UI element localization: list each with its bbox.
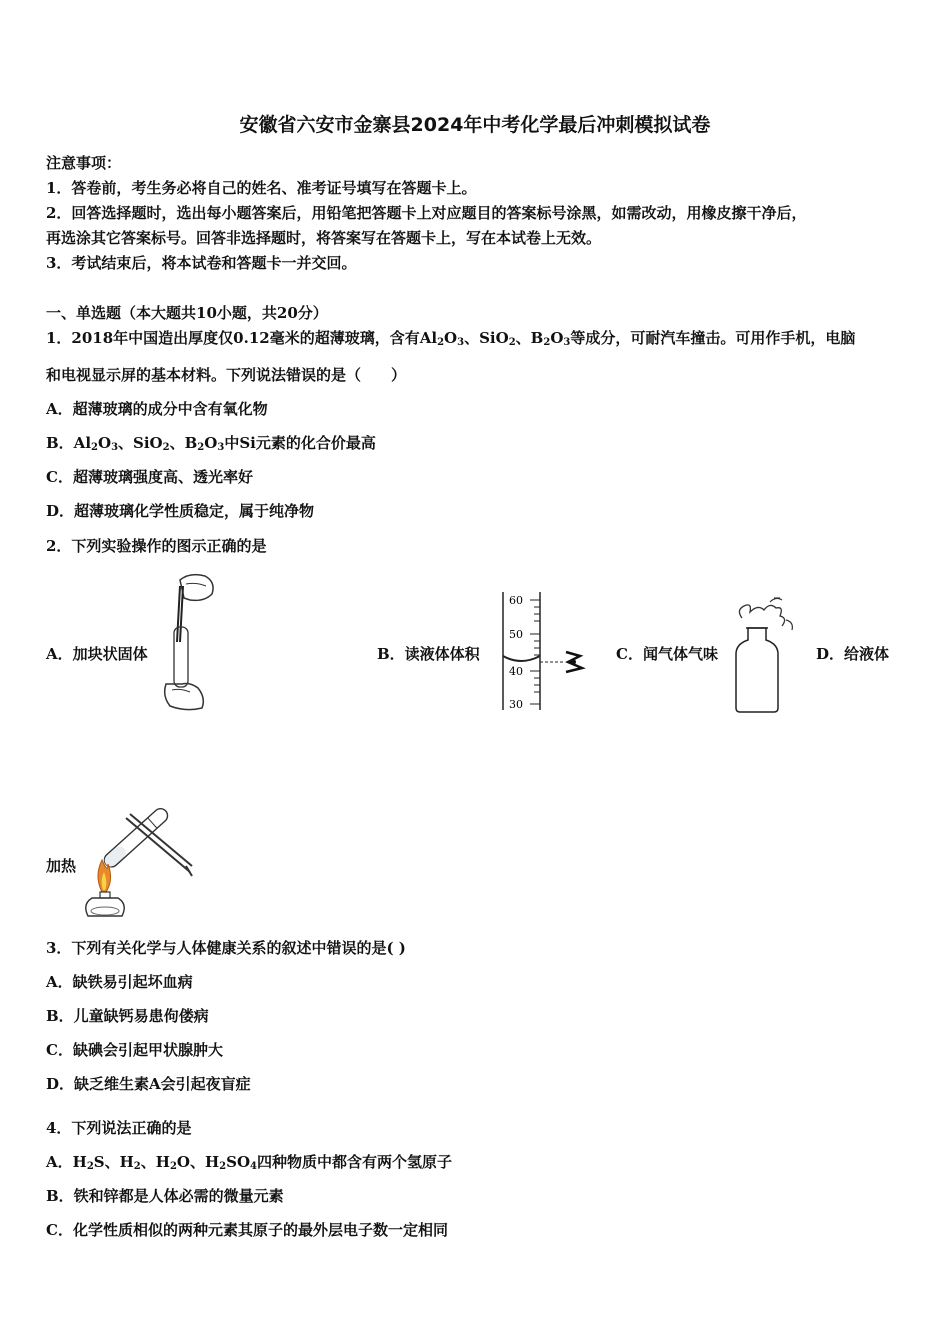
q3-option-b: B．儿童缺钙易患佝偻病 — [46, 1007, 209, 1025]
q4-option-c: C．化学性质相似的两种元素其原子的最外层电子数一定相同 — [46, 1221, 448, 1239]
subscript: 2 — [437, 337, 445, 348]
q2-stem: 2．下列实验操作的图示正确的是 — [46, 537, 267, 555]
q3-option-a: A．缺铁易引起坏血病 — [46, 973, 193, 991]
subscript: 2 — [91, 442, 98, 453]
q4-option-b: B．铁和锌都是人体必需的微量元素 — [46, 1187, 284, 1205]
subscript: 4 — [250, 1161, 258, 1172]
q3-option-c: C．缺碘会引起甲状腺肿大 — [46, 1041, 223, 1059]
subscript: 3 — [111, 442, 119, 453]
q4-option-a-text: O、H — [176, 1153, 220, 1171]
subscript: 2 — [169, 1161, 177, 1172]
figure-heating-liquid — [78, 800, 196, 920]
subscript: 2 — [508, 337, 516, 348]
subscript: 2 — [543, 337, 551, 348]
q1-option-d: D．超薄玻璃化学性质稳定，属于纯净物 — [46, 502, 315, 520]
q4-option-a-text: SO — [226, 1153, 251, 1171]
cylinder-tick-40: 40 — [509, 665, 523, 678]
subscript: 2 — [197, 442, 205, 453]
q1-option-b-text: 、B — [169, 434, 198, 452]
figure-gas-bottle — [730, 596, 798, 714]
subscript: 2 — [86, 1161, 94, 1172]
figure-graduated-cylinder — [498, 590, 592, 715]
q1-stem-text: O — [444, 329, 458, 347]
subscript: 3 — [563, 337, 571, 348]
page-title: 安徽省六安市金寨县2024年中考化学最后冲刺模拟试卷 — [239, 114, 711, 136]
subscript: 2 — [162, 442, 170, 453]
q2-option-d-cont: 加热 — [46, 857, 77, 875]
subscript: 2 — [133, 1161, 141, 1172]
q1-stem-line2: 和电视显示屏的基本材料。下列说法错误的是（ ） — [46, 366, 407, 384]
q1-option-b-text: B．Al — [46, 434, 92, 452]
q1-option-b-text: 、SiO — [118, 434, 163, 452]
q1-option-b — [46, 432, 376, 453]
q3-stem: 3．下列有关化学与人体健康关系的叙述中错误的是( ) — [46, 939, 406, 957]
subscript: 2 — [219, 1161, 227, 1172]
q1-stem — [46, 327, 855, 348]
q1-option-b-text: O — [204, 434, 218, 452]
subscript: 3 — [217, 442, 225, 453]
q2-option-a: A．加块状固体 — [46, 645, 148, 663]
q4-option-a-text: S、H — [93, 1153, 134, 1171]
section-heading: 一、单选题（本大题共10小题，共20分） — [46, 304, 328, 322]
q1-stem-text: O — [550, 329, 564, 347]
q1-option-b-text: O — [97, 434, 112, 452]
q1-stem-text: 等成分，可耐汽车撞击。可用作手机，电脑 — [570, 329, 856, 347]
q1-stem-text: 1．2018年中国造出厚度仅0.12毫米的超薄玻璃，含有Al — [46, 329, 438, 347]
figure-add-solid — [160, 572, 220, 712]
q4-option-a-text: 四种物质中都含有两个氢原子 — [257, 1153, 453, 1171]
q4-option-a — [46, 1151, 452, 1172]
q3-option-d: D．缺乏维生素A会引起夜盲症 — [46, 1075, 251, 1093]
notes-item-2-cont: 再选涂其它答案标号。回答非选择题时，将答案写在答题卡上，写在本试卷上无效。 — [46, 229, 602, 247]
subscript: 3 — [457, 337, 465, 348]
q1-option-c: C．超薄玻璃强度高、透光率好 — [46, 468, 253, 486]
q2-option-d: D．给液体 — [816, 645, 890, 663]
cylinder-tick-60: 60 — [509, 594, 523, 607]
q2-option-c: C．闻气体气味 — [616, 645, 718, 663]
q1-option-a: A．超薄玻璃的成分中含有氧化物 — [46, 400, 268, 418]
notes-heading: 注意事项： — [46, 154, 122, 172]
notes-item-1: 1．答卷前，考生务必将自己的姓名、准考证号填写在答题卡上。 — [46, 179, 477, 197]
q1-option-b-text: 中Si元素的化合价最高 — [224, 434, 376, 452]
cylinder-tick-50: 50 — [509, 628, 523, 641]
q1-stem-text: 、B — [515, 329, 544, 347]
q4-option-a-text: 、H — [140, 1153, 170, 1171]
notes-item-3: 3．考试结束后，将本试卷和答题卡一并交回。 — [46, 254, 357, 272]
q4-stem: 4．下列说法正确的是 — [46, 1119, 192, 1137]
q4-option-a-text: A．H — [46, 1153, 87, 1171]
cylinder-tick-30: 30 — [509, 698, 523, 711]
notes-item-2: 2．回答选择题时，选出每小题答案后，用铅笔把答题卡上对应题目的答案标号涂黑，如需改动，用橡皮擦干净后， — [46, 204, 807, 222]
q2-option-b: B．读液体体积 — [377, 645, 480, 663]
q1-stem-text: 、SiO — [464, 329, 509, 347]
